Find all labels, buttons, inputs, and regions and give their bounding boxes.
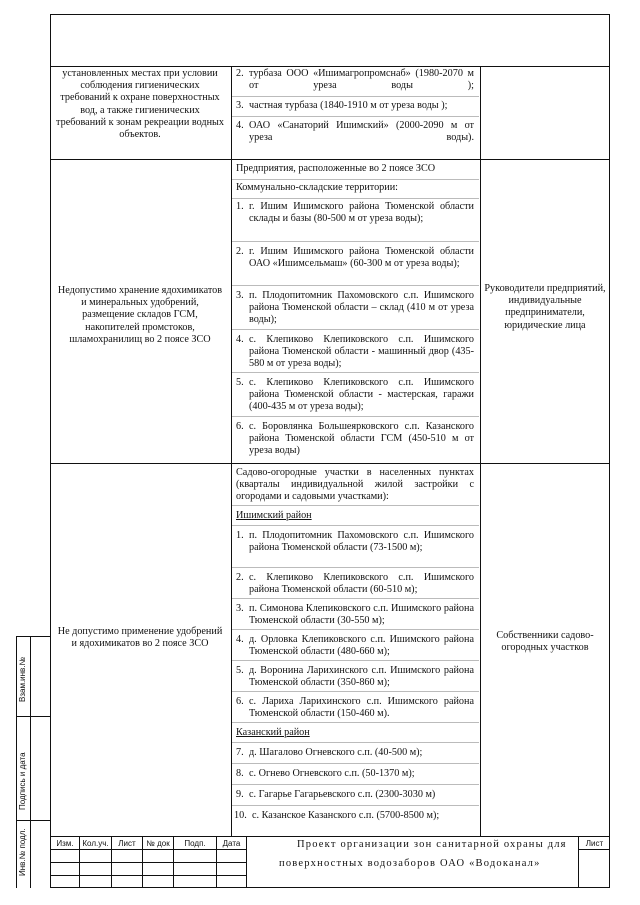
side-stamp-line [30, 636, 31, 888]
responsible-cell-2: Руководители предприятий, индивидуальные предприниматели, юридические лица [484, 283, 606, 331]
col-label-podp: Подп. [184, 839, 206, 848]
side-label-inv-podl: Инв.№ подл. [18, 828, 27, 876]
title-block-top [50, 836, 610, 837]
title-block-line [578, 849, 610, 850]
title-block-col [246, 836, 247, 888]
col-label-izm: Изм. [56, 839, 74, 848]
side-label-inv-zam: Взам.инв.№ [18, 656, 27, 702]
side-stamp-line [16, 716, 50, 717]
requirement-cell-2: Недопустимо хранение ядохимикатов и минеральных удобрений, размещение складов ГСМ, накопителей промстоков, шламохранилищ во 2 поясе ЗСО [57, 285, 223, 345]
responsible-cell-3: Собственники садово-огородных участков [496, 630, 594, 654]
section-intro: Предприятия, расположенные во 2 поясе ЗСО [236, 163, 436, 174]
document-title-line-1: Проект организации зон санитарной охраны для [297, 839, 567, 850]
col-label-ndok: № док [146, 839, 170, 848]
table-col-line-2 [480, 66, 481, 836]
side-stamp-line [16, 820, 50, 821]
table-col-line-1 [231, 66, 232, 836]
col-label-data: Дата [222, 839, 241, 848]
side-label-podpis-data: Подпись и дата [18, 752, 27, 810]
section-subheading: Коммунально-складские территории: [236, 182, 399, 193]
row-divider-1 [50, 159, 610, 160]
document-title-line-2: поверхностных водозаборов ОАО «Водоканал» [279, 858, 541, 869]
requirement-cell-3: Не допустимо применение удобрений и ядохимикатов во 2 поясе ЗСО [57, 626, 223, 650]
col-label-kol: Кол.уч. [82, 839, 109, 848]
row-divider-2 [50, 463, 610, 464]
district-heading-ishim: Ишимский район [236, 510, 312, 521]
requirement-cell-1: установленных местах при условии соблюдения гигиенических требований к охране поверхностных вод, а также гигиенических требований к зонам рекреации водных объектов. [56, 68, 224, 141]
side-stamp-line [16, 636, 17, 888]
table-top-border [50, 66, 610, 67]
district-heading-kazan: Казанский район [236, 727, 310, 738]
sheet-label: Лист [585, 839, 604, 848]
side-stamp-line [16, 636, 50, 637]
col-label-list: Лист [118, 839, 136, 848]
section-intro: Садово-огородные участки в населенных пунктах (кварталы индивидуальной жилой застройки с огородами и садовыми участками): [236, 467, 474, 503]
